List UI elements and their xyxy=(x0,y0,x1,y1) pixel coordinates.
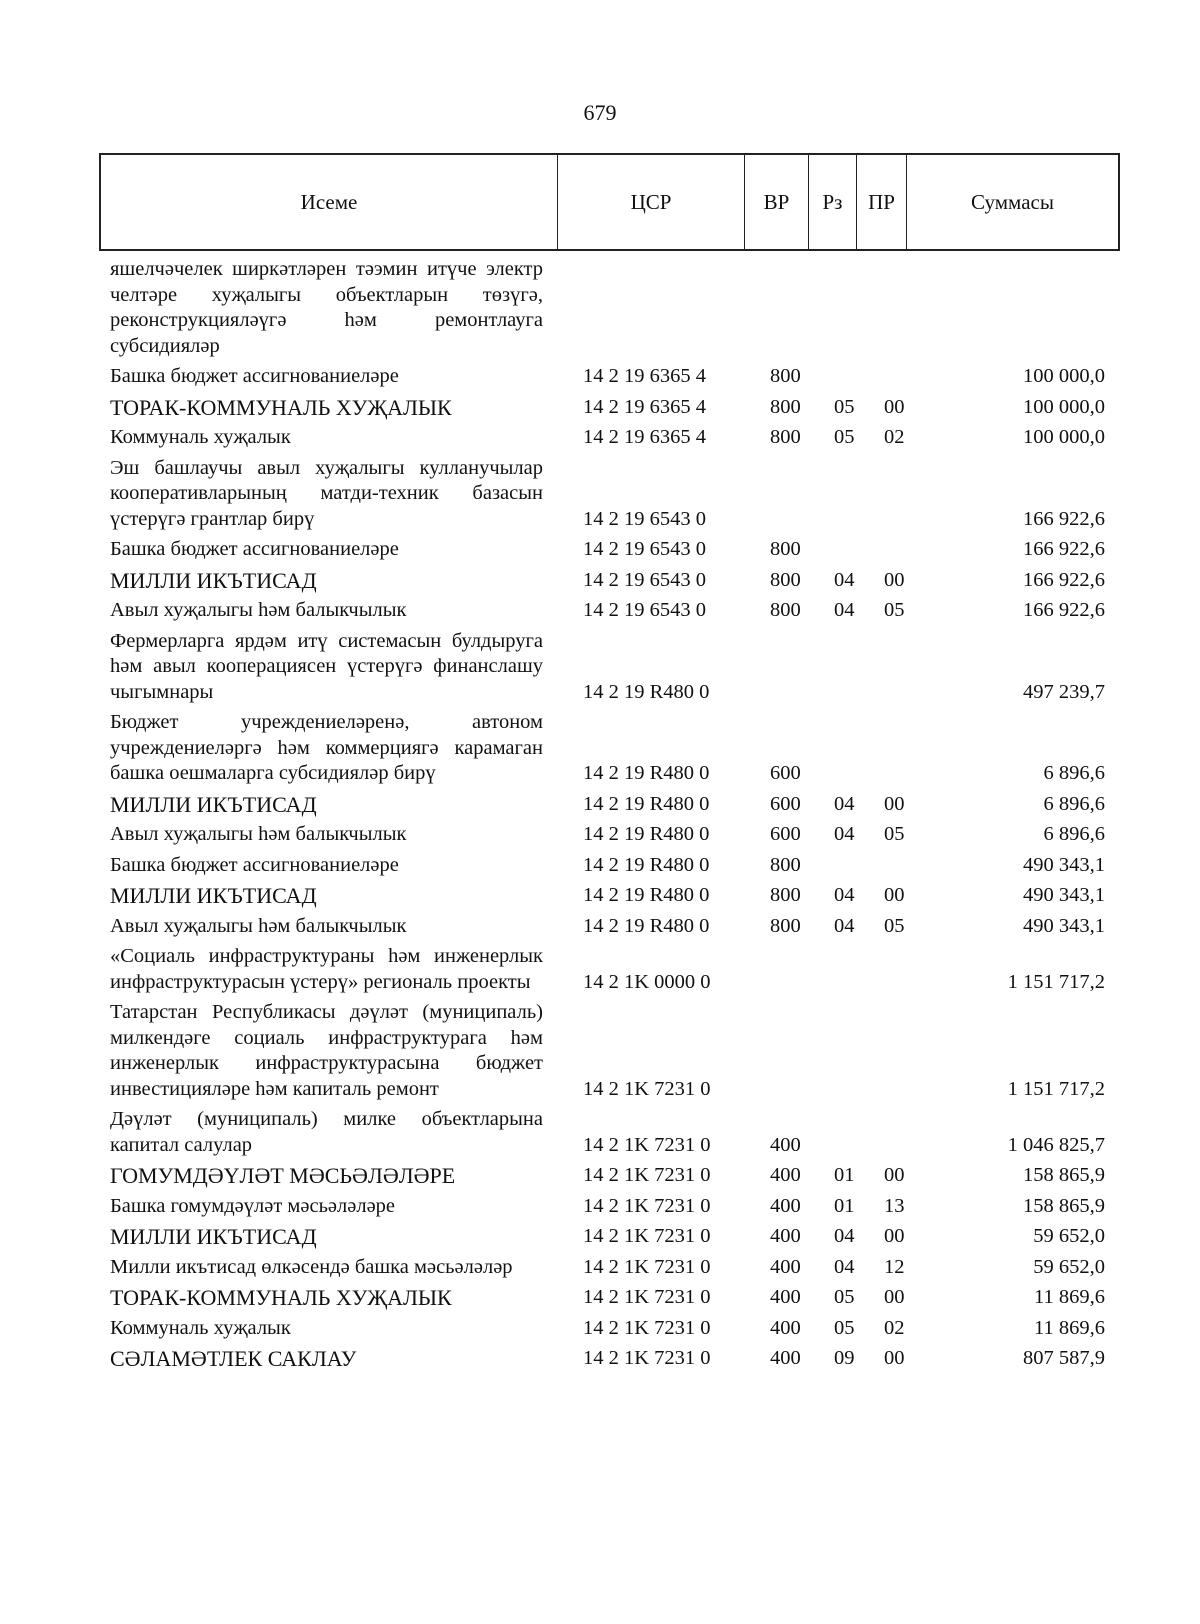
row-vr: 800 xyxy=(770,568,801,591)
table-row xyxy=(0,393,1200,424)
row-name: Башка бюджет ассигнованиеләре xyxy=(110,365,399,387)
table-row xyxy=(0,535,1200,566)
table-row xyxy=(0,596,1200,627)
row-sum: 100 000,0 xyxy=(1023,426,1105,448)
table-row xyxy=(0,423,1200,454)
row-sum: 490 343,1 xyxy=(1023,884,1105,906)
row-csr: 14 2 19 R480 0 xyxy=(583,914,710,937)
table-row xyxy=(0,454,1200,536)
row-vr: 400 xyxy=(770,1347,801,1369)
header-rz: Рз xyxy=(809,155,857,249)
row-name: Авыл хуҗалыгы һәм балыкчылык xyxy=(110,599,407,621)
table-row xyxy=(0,1314,1200,1345)
row-name: МИЛЛИ ИКЪТИСАД xyxy=(110,567,317,593)
row-csr: 14 2 19 6365 4 xyxy=(583,395,706,418)
row-name: Эш башлаучы авыл хуҗалыгы кулланучылар кооперативларының матди-техник базасын үстерүгә грантлар бирү xyxy=(110,456,543,530)
row-vr: 800 xyxy=(770,914,801,937)
row-pr: 00 xyxy=(884,568,905,591)
row-rz: 01 xyxy=(834,1194,855,1217)
table-row xyxy=(0,820,1200,851)
row-sum: 490 343,1 xyxy=(1023,853,1105,876)
row-name: «Социаль инфраструктураны һәм инженерлык инфраструктурасын үстерү» региональ проекты xyxy=(110,945,543,993)
row-name: Авыл хуҗалыгы һәм балыкчылык xyxy=(110,823,407,845)
row-name: Дәүләт (муниципаль) милке объектларына капитал салулар xyxy=(110,1108,543,1156)
row-pr: 00 xyxy=(884,395,905,418)
table-row xyxy=(0,1344,1200,1375)
header-name: Исеме xyxy=(101,155,558,249)
row-pr: 00 xyxy=(884,1225,905,1247)
row-rz: 04 xyxy=(834,1225,855,1247)
table-row xyxy=(0,998,1200,1105)
table-row xyxy=(0,881,1200,912)
row-csr: 14 2 19 R480 0 xyxy=(583,823,710,845)
row-name: МИЛЛИ ИКЪТИСАД xyxy=(110,1224,317,1249)
row-csr: 14 2 19 6365 4 xyxy=(583,426,706,448)
row-pr: 00 xyxy=(884,1164,905,1186)
row-csr: 14 2 19 R480 0 xyxy=(583,680,710,703)
row-vr: 800 xyxy=(770,599,801,621)
row-sum: 59 652,0 xyxy=(1033,1225,1105,1247)
page-number: 679 xyxy=(583,100,617,125)
row-sum: 807 587,9 xyxy=(1023,1347,1105,1369)
table-row xyxy=(0,942,1200,998)
header-pr: ПР xyxy=(857,155,907,249)
row-csr: 14 2 19 R480 0 xyxy=(583,884,710,906)
row-rz: 01 xyxy=(834,1164,855,1186)
row-vr: 600 xyxy=(770,823,801,845)
row-csr: 14 2 19 6543 0 xyxy=(583,599,706,621)
row-sum: 100 000,0 xyxy=(1023,365,1105,387)
table-row xyxy=(0,566,1200,597)
row-name: Коммуналь хуҗалык xyxy=(110,1316,291,1339)
row-csr: 14 2 19 6543 0 xyxy=(583,507,706,530)
row-csr: 14 2 19 6543 0 xyxy=(583,538,706,560)
row-sum: 1 151 717,2 xyxy=(1007,1077,1105,1100)
table-header xyxy=(99,153,1120,251)
table-row xyxy=(0,1253,1200,1284)
row-pr: 00 xyxy=(884,1286,905,1308)
row-csr: 14 2 1K 7231 0 xyxy=(583,1077,711,1100)
table-row xyxy=(0,1105,1200,1161)
row-name: СӘЛАМӘТЛЕК САКЛАУ xyxy=(110,1346,357,1371)
row-name: ТОРАК-КОММУНАЛЬ ХУҖАЛЫК xyxy=(110,1285,452,1310)
row-pr: 05 xyxy=(884,914,905,937)
row-name: Башка бюджет ассигнованиеләре xyxy=(110,853,399,876)
row-rz: 04 xyxy=(834,914,855,937)
row-name: МИЛЛИ ИКЪТИСАД xyxy=(110,791,317,817)
row-name: Авыл хуҗалыгы һәм балыкчылык xyxy=(110,914,407,937)
row-sum: 11 869,6 xyxy=(1034,1286,1105,1308)
table-body xyxy=(0,255,1200,1375)
row-rz: 05 xyxy=(834,1316,855,1339)
row-sum: 166 922,6 xyxy=(1023,507,1105,530)
row-vr: 400 xyxy=(770,1164,801,1186)
row-name: Коммуналь хуҗалык xyxy=(110,426,291,448)
row-rz: 04 xyxy=(834,823,855,845)
row-rz: 04 xyxy=(834,792,855,815)
row-pr: 00 xyxy=(884,792,905,815)
row-csr: 14 2 1K 7231 0 xyxy=(583,1194,711,1217)
row-sum: 6 896,6 xyxy=(1043,823,1105,845)
row-sum: 166 922,6 xyxy=(1023,568,1105,591)
row-csr: 14 2 1K 7231 0 xyxy=(583,1286,711,1308)
row-sum: 1 151 717,2 xyxy=(1007,970,1105,993)
row-rz: 04 xyxy=(834,884,855,906)
row-vr: 400 xyxy=(770,1194,801,1217)
table-row xyxy=(0,1283,1200,1314)
row-vr: 800 xyxy=(770,538,801,560)
header-vr: ВР xyxy=(745,155,809,249)
row-sum: 11 869,6 xyxy=(1034,1316,1105,1339)
row-rz: 05 xyxy=(834,395,855,418)
row-pr: 00 xyxy=(884,1347,905,1369)
row-vr: 800 xyxy=(770,884,801,906)
row-csr: 14 2 19 R480 0 xyxy=(583,762,710,784)
row-csr: 14 2 19 6365 4 xyxy=(583,365,706,387)
row-vr: 600 xyxy=(770,792,801,815)
row-sum: 6 896,6 xyxy=(1043,792,1105,815)
table-row xyxy=(0,1192,1200,1223)
row-sum: 158 865,9 xyxy=(1023,1194,1105,1217)
row-sum: 158 865,9 xyxy=(1023,1164,1105,1186)
row-rz: 05 xyxy=(834,1286,855,1308)
table-row xyxy=(0,708,1200,790)
table-row xyxy=(0,1222,1200,1253)
row-csr: 14 2 1K 7231 0 xyxy=(583,1347,711,1369)
row-name: ТОРАК-КОММУНАЛЬ ХУҖАЛЫК xyxy=(110,394,452,420)
row-rz: 09 xyxy=(834,1347,855,1369)
row-csr: 14 2 1K 7231 0 xyxy=(583,1255,711,1278)
row-pr: 00 xyxy=(884,884,905,906)
row-csr: 14 2 1K 7231 0 xyxy=(583,1133,711,1156)
row-sum: 100 000,0 xyxy=(1023,395,1105,418)
table-row xyxy=(0,790,1200,821)
row-csr: 14 2 19 R480 0 xyxy=(583,792,710,815)
row-sum: 6 896,6 xyxy=(1043,762,1105,784)
row-sum: 497 239,7 xyxy=(1023,680,1105,703)
row-name: ГОМУМДӘҮЛӘТ МӘСЬӘЛӘЛӘРЕ xyxy=(110,1163,456,1188)
row-sum: 166 922,6 xyxy=(1023,538,1105,560)
row-pr: 02 xyxy=(884,1316,905,1339)
row-vr: 400 xyxy=(770,1286,801,1308)
row-pr: 12 xyxy=(884,1255,905,1278)
row-vr: 400 xyxy=(770,1255,801,1278)
row-csr: 14 2 19 R480 0 xyxy=(583,853,710,876)
row-pr: 02 xyxy=(884,426,905,448)
header-csr: ЦСР xyxy=(558,155,745,249)
row-sum: 59 652,0 xyxy=(1033,1255,1105,1278)
row-rz: 04 xyxy=(834,599,855,621)
row-sum: 490 343,1 xyxy=(1023,914,1105,937)
row-name: Башка бюджет ассигнованиеләре xyxy=(110,538,399,560)
row-csr: 14 2 1K 0000 0 xyxy=(583,970,711,993)
row-csr: 14 2 1K 7231 0 xyxy=(583,1164,711,1186)
table-row xyxy=(0,851,1200,882)
table-row xyxy=(0,1161,1200,1192)
row-csr: 14 2 1K 7231 0 xyxy=(583,1316,711,1339)
row-rz: 04 xyxy=(834,1255,855,1278)
row-name: МИЛЛИ ИКЪТИСАД xyxy=(110,883,317,908)
row-vr: 600 xyxy=(770,762,801,784)
row-name: яшелчәчелек ширкәтләрен тәэмин итүче электр челтәре хуҗалыгы объектларын төзүгә, реконструкцияләүгә һәм ремонтлауга субсидияләр xyxy=(110,258,543,357)
row-name: Бюджет учреждениеләренә, автоном учреждениеләргә һәм коммерциягә карамаган башка оешмаларга субсидияләр бирү xyxy=(110,711,543,784)
table-row xyxy=(0,255,1200,362)
row-sum: 1 046 825,7 xyxy=(1007,1133,1105,1156)
row-vr: 400 xyxy=(770,1316,801,1339)
row-name: Башка гомумдәүләт мәсьәләләре xyxy=(110,1194,396,1217)
row-csr: 14 2 1K 7231 0 xyxy=(583,1225,711,1247)
row-vr: 400 xyxy=(770,1133,801,1156)
row-name: Милли икътисад өлкәсендә башка мәсьәләләр xyxy=(110,1255,513,1278)
row-vr: 400 xyxy=(770,1225,801,1247)
row-rz: 04 xyxy=(834,568,855,591)
row-vr: 800 xyxy=(770,853,801,876)
table-row xyxy=(0,627,1200,709)
row-sum: 166 922,6 xyxy=(1023,599,1105,621)
table-row xyxy=(0,912,1200,943)
row-rz: 05 xyxy=(834,426,855,448)
header-sum: Суммасы xyxy=(971,189,1054,214)
row-name: Татарстан Республикасы дәүләт (муниципаль) милкендәге социаль инфраструктурага һәм инженерлык инфраструктурасына бюджет инвестицияләре һәм капиталь ремонт xyxy=(110,1001,543,1100)
row-name: Фермерларга ярдәм итү системасын булдыруга һәм авыл кооперациясен үстерүгә финанслашу чыгымнары xyxy=(110,629,543,703)
row-vr: 800 xyxy=(770,426,801,448)
row-pr: 13 xyxy=(884,1194,905,1217)
row-vr: 800 xyxy=(770,395,801,418)
row-csr: 14 2 19 6543 0 xyxy=(583,568,706,591)
table-row xyxy=(0,362,1200,393)
row-vr: 800 xyxy=(770,365,801,387)
row-pr: 05 xyxy=(884,823,905,845)
row-pr: 05 xyxy=(884,599,905,621)
